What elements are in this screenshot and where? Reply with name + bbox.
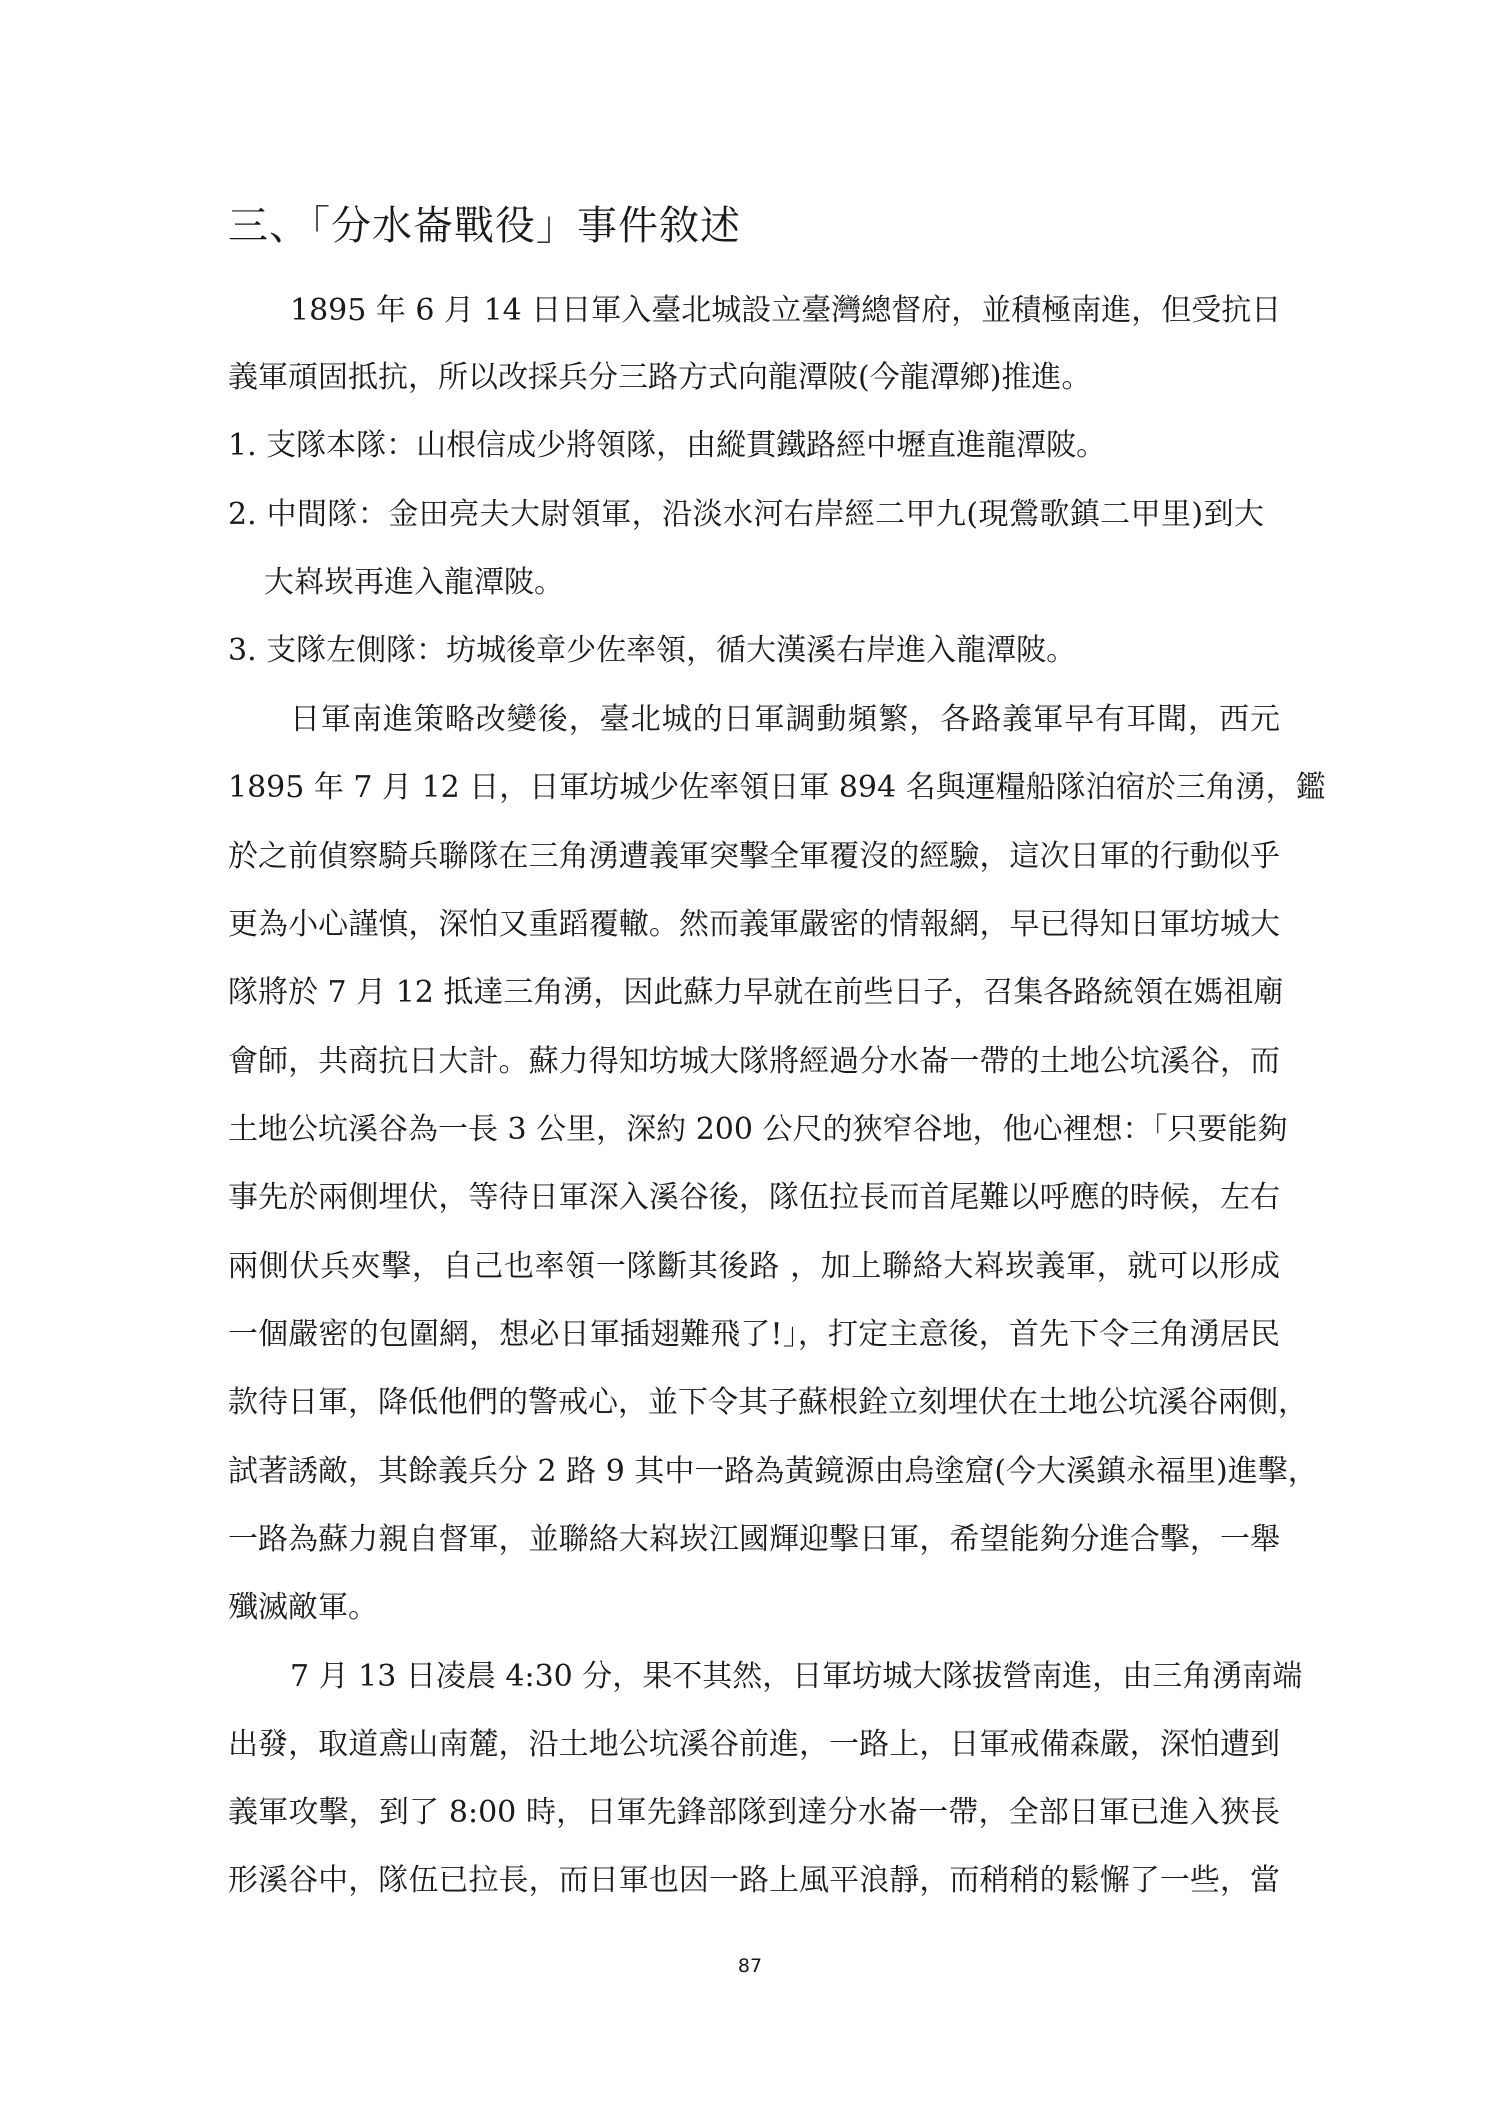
paragraph-1-line-2: 義軍頑固抵抗，所以改採兵分三路方式向龍潭陂(今龍潭鄉)推進。 bbox=[228, 360, 1092, 395]
paragraph-2-line-10: 一個嚴密的包圍網，想必日軍插翅難飛了!」，打定主意後，首先下令三角湧居民 bbox=[228, 1317, 1280, 1352]
paragraph-2-line-12: 試著誘敵，其餘義兵分 2 路 9 其中一路為黃鏡源由烏塗窟(今大溪鎮永福里)進擊， bbox=[228, 1454, 1318, 1489]
section-heading: 三、「分水崙戰役」事件敘述 bbox=[228, 203, 741, 249]
list-item-3: 3. 支隊左側隊：坊城後章少佐率領，循大漢溪右岸進入龍潭陂。 bbox=[228, 633, 1077, 668]
paragraph-3-line-2: 出發，取道鳶山南麓，沿土地公坑溪谷前進，一路上，日軍戒備森嚴，深怕遭到 bbox=[228, 1727, 1280, 1762]
paragraph-2-line-11: 款待日軍，降低他們的警戒心，並下令其子蘇根銓立刻埋伏在土地公坑溪谷兩側， bbox=[228, 1385, 1308, 1420]
paragraph-2-line-5: 隊將於 7 月 12 抵達三角湧，因此蘇力早就在前些日子，召集各路統領在媽祖廟 bbox=[228, 975, 1284, 1010]
paragraph-2-line-2: 1895 年 7 月 12 日，日軍坊城少佐率領日軍 894 名與運糧船隊泊宿於三角湧，鑑 bbox=[228, 770, 1326, 805]
paragraph-2-line-14: 殲滅敵軍。 bbox=[228, 1590, 378, 1625]
paragraph-1-line-1: 1895 年 6 月 14 日日軍入臺北城設立臺灣總督府，並積極南進，但受抗日 bbox=[290, 293, 1282, 328]
list-item-2: 2. 中間隊：金田亮夫大尉領軍，沿淡水河右岸經二甲九(現鶯歌鎮二甲里)到大 bbox=[228, 497, 1264, 532]
paragraph-2-line-9: 兩側伏兵夾擊，自己也率領一隊斷其後路 ，加上聯絡大嵙崁義軍，就可以形成 bbox=[228, 1249, 1280, 1284]
paragraph-2-line-6: 會師，共商抗日大計。蘇力得知坊城大隊將經過分水崙一帶的土地公坑溪谷，而 bbox=[228, 1044, 1280, 1079]
paragraph-2-line-4: 更為小心謹慎，深怕又重蹈覆轍。然而義軍嚴密的情報網，早已得知日軍坊城大 bbox=[228, 907, 1280, 942]
paragraph-3-line-4: 形溪谷中，隊伍已拉長，而日軍也因一路上風平浪靜，而稍稍的鬆懈了一些，當 bbox=[228, 1863, 1280, 1898]
paragraph-3-line-1: 7 月 13 日凌晨 4:30 分，果不其然，日軍坊城大隊拔營南進，由三角湧南端 bbox=[290, 1659, 1303, 1694]
list-item-2-continuation: 大嵙崁再進入龍潭陂。 bbox=[264, 565, 564, 600]
paragraph-2-line-8: 事先於兩側埋伏，等待日軍深入溪谷後，隊伍拉長而首尾難以呼應的時候，左右 bbox=[228, 1180, 1280, 1215]
paragraph-3-line-3: 義軍攻擊，到了 8:00 時，日軍先鋒部隊到達分水崙一帶，全部日軍已進入狹長 bbox=[228, 1795, 1280, 1830]
list-item-1: 1. 支隊本隊：山根信成少將領隊，由縱貫鐵路經中壢直進龍潭陂。 bbox=[228, 428, 1107, 463]
paragraph-2-line-3: 於之前偵察騎兵聯隊在三角湧遭義軍突擊全軍覆沒的經驗，這次日軍的行動似乎 bbox=[228, 839, 1280, 874]
paragraph-2-line-1: 日軍南進策略改變後，臺北城的日軍調動頻繁，各路義軍早有耳聞，西元 bbox=[290, 702, 1280, 737]
page-number: 87 bbox=[737, 1955, 763, 1977]
paragraph-2-line-13: 一路為蘇力親自督軍，並聯絡大嵙崁江國輝迎擊日軍，希望能夠分進合擊，一舉 bbox=[228, 1522, 1280, 1557]
paragraph-2-line-7: 土地公坑溪谷為一長 3 公里，深約 200 公尺的狹窄谷地，他心裡想：「只要能夠 bbox=[228, 1112, 1288, 1147]
